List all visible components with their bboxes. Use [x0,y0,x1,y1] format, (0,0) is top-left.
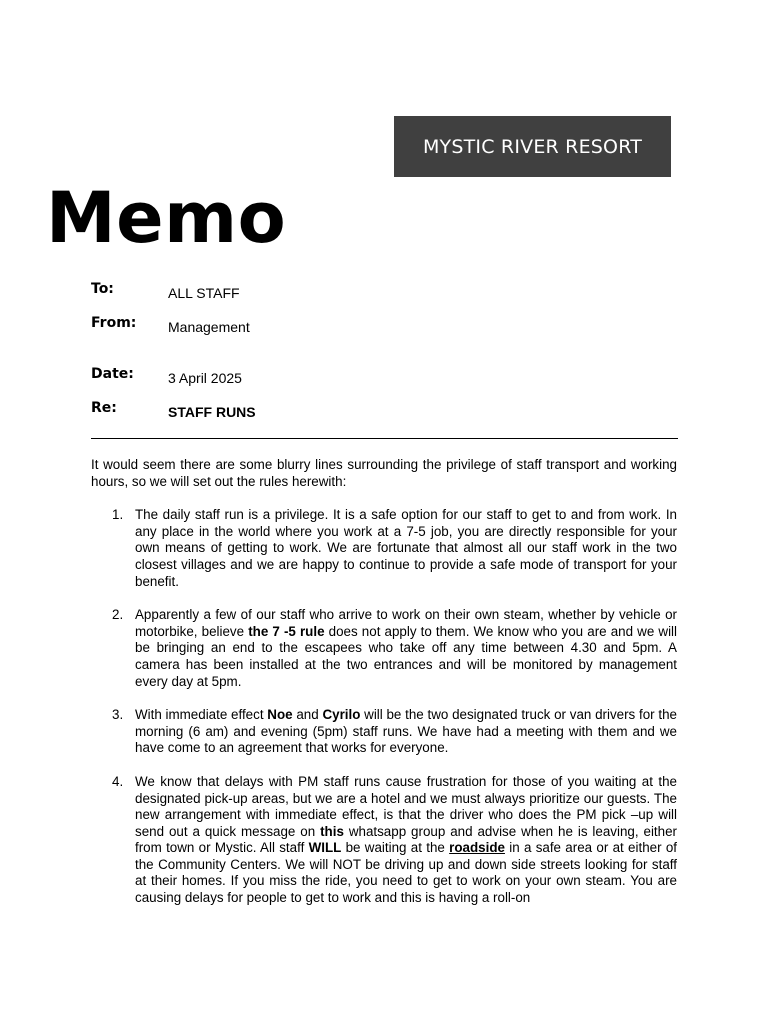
text-run: We know that delays with PM staff runs cause frustration for those of you waiting at the designated pick-up areas, but we are a hotel and we must always prioritize our guests. The new arrangement with immediate effect, is that the driver who does the PM pick –up will send out a quick message on [135,773,677,839]
date-label: Date: [91,366,134,382]
item-text: The daily staff run is a privilege. It is a safe option for our staff to get to and from work. In any place in the world where you work at a 7-5 job, you are directly responsible for your own means of getting to work. We are fortunate that almost all our staff work in the two closest villages and we are happy to continue to provide a safe mode of transport for your benefit. [135,507,677,589]
list-item [91,774,677,907]
text-run: whatsapp group and advise when he is leaving, either from town or Mystic. All staff [135,823,677,856]
from-value: Management [168,319,250,335]
text-run: in a safe area or at either of the Community Centers. We will NOT be driving up and down side streets looking for staff at their homes. If you miss the ride, you need to get to work on your own steam. You are causing delays for people to get to work and this is having a roll-on [135,840,678,906]
bold-text: the 7 -5 rule [248,623,325,639]
bold-text: Noe [267,707,293,723]
date-value: 3 April 2025 [168,370,242,386]
resort-name: MYSTIC RIVER RESORT [422,135,643,158]
text-run: With immediate effect [135,707,268,723]
text-run: be waiting at the [341,840,450,856]
bold-text: WILL [308,840,342,856]
bold-text: Cyrilo [322,707,361,723]
re-value: STAFF RUNS [168,404,256,420]
re-label: Re: [91,400,117,416]
item-number: 4. [112,773,124,789]
list-item [91,607,677,690]
list-item [91,507,677,590]
item-number: 2. [112,607,124,623]
item-number: 3. [112,707,124,723]
memo-title: Memo [46,177,287,259]
item-text [135,774,677,905]
text-run: will be the two designated truck or van drivers for the morning (6 am) and evening (5pm) staff runs. We have had a meeting with them and we have come to an agreement that works for everyone. [135,707,677,756]
item-number: 1. [112,507,124,523]
text-run: and [292,707,323,723]
to-label: To: [91,281,114,297]
memo-body [91,457,677,924]
rules-list [91,507,677,906]
from-label: From: [91,315,137,331]
bold-text: this [320,823,344,839]
underlined-text: roadside [449,840,505,856]
resort-banner [394,116,671,177]
intro-paragraph: It would seem there are some blurry lines surrounding the privilege of staff transport and working hours, so we will set out the rules herewith: [91,457,677,489]
item-text [135,707,677,755]
text-run: Apparently a few of our staff who arrive to work on their own steam, whether by vehicle or motorbike, believe [135,607,677,639]
list-item [91,707,677,757]
text-run: does not apply to them. We know who you are and we will be bringing an end to the escapees who take off any time between 4.30 and 5pm. A camera has been installed at the two entrances and will be monitored by management every day at 5pm. [135,623,677,689]
header-divider [91,438,678,439]
to-value: ALL STAFF [168,285,240,301]
item-text [135,607,677,688]
